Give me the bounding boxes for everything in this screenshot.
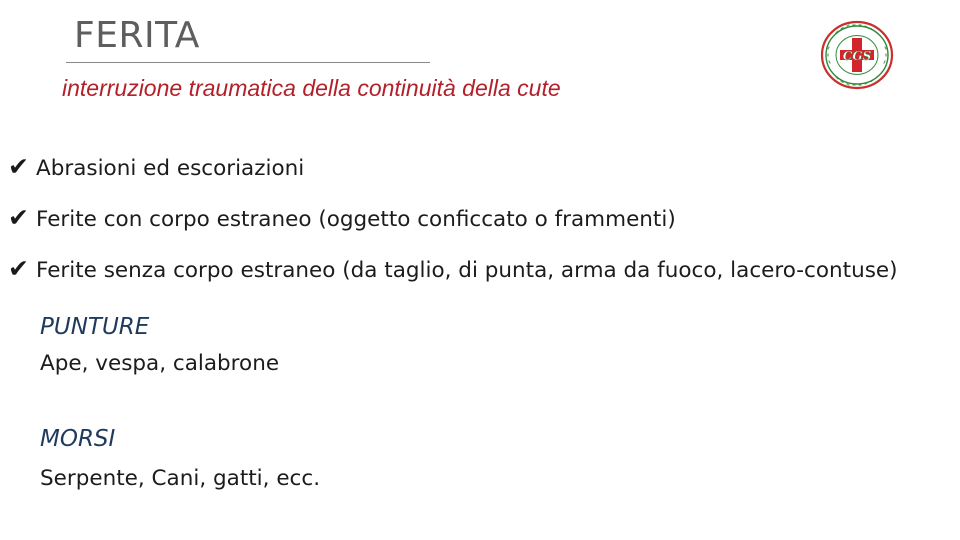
section-text-punture: Ape, vespa, calabrone xyxy=(40,351,280,376)
bullet-text: Ferite senza corpo estraneo (da taglio, di punta, arma da fuoco, lacero-contuse) xyxy=(36,258,898,283)
section-heading-morsi: MORSI xyxy=(40,426,116,452)
logo-initials: CGS xyxy=(842,49,872,63)
checkmark-icon: ✔ xyxy=(8,152,29,181)
checkmark-icon: ✔ xyxy=(8,203,29,232)
bullet-text: Ferite con corpo estraneo (oggetto conficcato o frammenti) xyxy=(36,207,676,232)
slide-title: FERITA xyxy=(74,15,200,56)
section-heading-punture: PUNTURE xyxy=(40,314,150,340)
title-underline xyxy=(66,62,430,63)
bullet-item xyxy=(8,153,304,183)
slide-subtitle: interruzione traumatica della continuità della cute xyxy=(62,75,561,101)
section-text-morsi: Serpente, Cani, gatti, ecc. xyxy=(40,466,321,491)
bullet-item xyxy=(8,204,676,234)
checkmark-icon: ✔ xyxy=(8,254,29,283)
bullet-text: Abrasioni ed escoriazioni xyxy=(36,156,305,181)
bullet-item xyxy=(8,255,898,285)
first-aid-emblem-icon xyxy=(818,19,896,91)
